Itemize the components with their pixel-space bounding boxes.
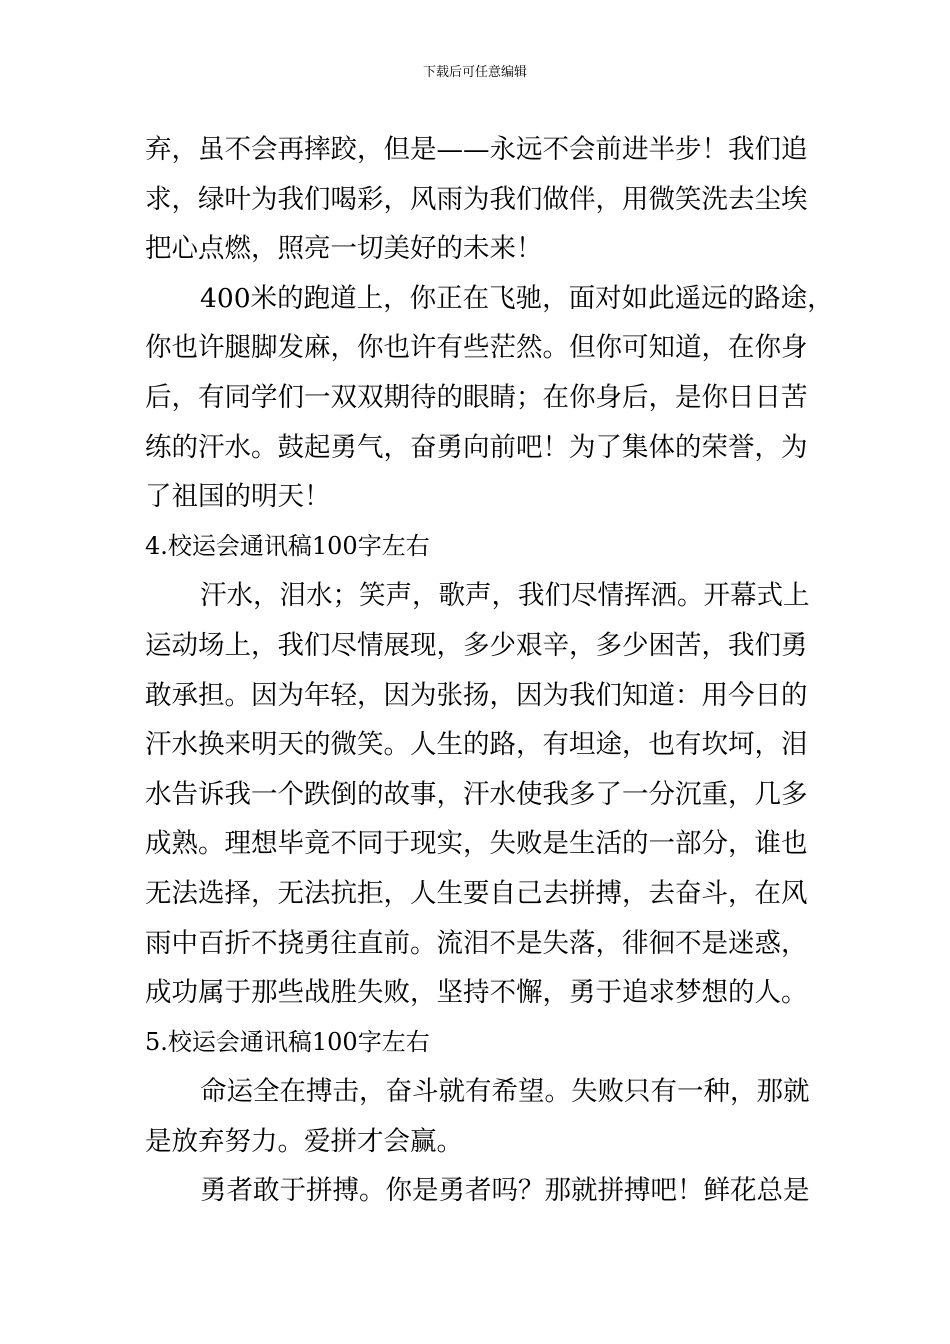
text-line: 了祖国的明天！ xyxy=(145,481,331,513)
text-line: 命运全在搏击，奋斗就有希望。失败只有一种，那就 xyxy=(200,1076,810,1108)
text-line: 勇者敢于拼搏。你是勇者吗？那就拼搏吧！鲜花总是 xyxy=(200,1175,810,1207)
text-line: 成功属于那些战胜失败，坚持不懈，勇于追求梦想的人。 xyxy=(145,977,808,1009)
text-line: 是放弃努力。爱拼才会赢。 xyxy=(145,1125,463,1157)
text-line: 400米的跑道上，你正在飞驰，面对如此遥远的路途， xyxy=(200,282,834,314)
document-body xyxy=(145,125,834,1216)
text-line: 成熟。理想毕竟不同于现实，失败是生活的一部分，谁也 xyxy=(145,828,808,860)
text-line: 雨中百折不挠勇往直前。流泪不是失落，徘徊不是迷惑， xyxy=(145,927,808,959)
page-header: 下载后可任意编辑 xyxy=(422,65,527,80)
text-line: 汗水换来明天的微笑。人生的路，有坦途，也有坎坷，泪 xyxy=(145,729,808,761)
text-line: 运动场上，我们尽情展现，多少艰辛，多少困苦，我们勇 xyxy=(145,629,808,661)
text-line: 练的汗水。鼓起勇气，奋勇向前吧！为了集体的荣誉，为 xyxy=(145,431,808,463)
text-line: 求，绿叶为我们喝彩，风雨为我们做伴，用微笑洗去尘埃 xyxy=(145,183,808,215)
text-line: 后，有同学们一双双期待的眼睛；在你身后，是你日日苦 xyxy=(145,381,808,413)
text-line: 敢承担。因为年轻，因为张扬，因为我们知道：用今日的 xyxy=(145,679,808,711)
text-line: 弃，虽不会再摔跤，但是——永远不会前进半步！我们追 xyxy=(145,134,808,165)
text-line: 你也许腿脚发麻，你也许有些茫然。但你可知道，在你身 xyxy=(145,332,808,364)
text-line: 把心点燃，照亮一切美好的未来！ xyxy=(145,233,543,265)
section-heading: 5.校运会通讯稿100字左右 xyxy=(145,1027,430,1056)
text-line: 无法选择，无法抗拒，人生要自己去拼搏，去奋斗，在风 xyxy=(145,877,808,909)
section-heading: 4.校运会通讯稿100字左右 xyxy=(145,531,430,560)
text-line: 汗水，泪水；笑声，歌声，我们尽情挥洒。开幕式上 xyxy=(200,580,810,612)
text-line: 水告诉我一个跌倒的故事，汗水使我多了一分沉重，几多 xyxy=(145,778,808,810)
